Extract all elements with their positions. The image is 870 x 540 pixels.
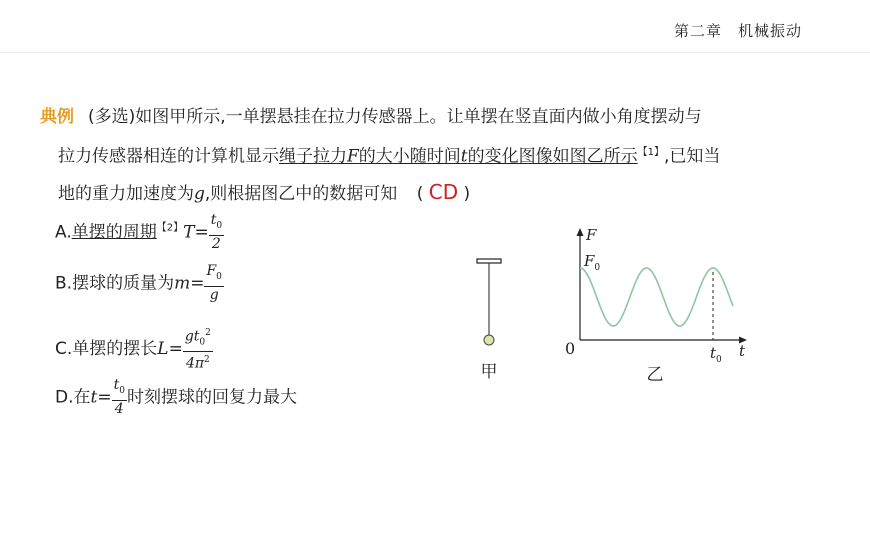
option-b-text: B.摆球的质量为 — [55, 273, 175, 294]
underline-a: 绳子拉力 — [279, 146, 347, 167]
x-mark-label: $t_0$ — [710, 344, 722, 365]
line2-post: ,已知当 — [664, 146, 721, 167]
option-c — [55, 325, 213, 373]
figure-b-label: 乙 — [646, 365, 664, 384]
example-tag: 典例 — [40, 107, 74, 127]
line3-post: ,则根据图乙中的数据可知 — [204, 183, 398, 204]
option-d-fraction — [112, 377, 127, 418]
header-divider — [0, 52, 870, 53]
option-b — [55, 263, 224, 304]
underlined-phrase — [279, 147, 638, 167]
line3-pre: 地的重力加速度为 — [58, 183, 194, 204]
underline-c: 的变化图像如图乙所示 — [467, 146, 638, 167]
chapter-header: 第二章 机械振动 — [673, 22, 802, 40]
option-d-post: 时刻摆球的回复力最大 — [126, 387, 297, 408]
note-marker-2: 【2】 — [156, 222, 184, 234]
option-d-numerator: t — [113, 377, 120, 393]
option-c-lhs: L= — [157, 339, 183, 360]
option-c-num-sub: 0 — [199, 337, 206, 348]
option-b-denominator: g — [209, 286, 219, 303]
y-axis-arrow — [577, 228, 584, 236]
option-a-text: 单摆的周期 — [71, 222, 157, 243]
x-axis-label: t — [739, 342, 746, 360]
question-line-1 — [40, 100, 820, 135]
paren-open: ( — [416, 183, 424, 204]
force-curve — [580, 268, 733, 326]
sensor-mount — [477, 259, 501, 263]
y-axis-label: F — [586, 226, 597, 244]
option-c-text: C.单摆的摆长 — [55, 339, 158, 360]
option-b-fraction — [204, 263, 223, 304]
option-c-den-sup: 2 — [204, 355, 210, 366]
y-mark-label: $F_0$ — [584, 252, 601, 273]
origin-label: 0 — [565, 339, 576, 358]
question-text — [40, 100, 820, 212]
option-a-lhs: T= — [183, 222, 209, 243]
underline-b: 的大小随时间 — [358, 146, 461, 167]
option-a-denominator: 2 — [211, 235, 221, 252]
option-b-lhs: m= — [174, 273, 205, 294]
question-line-1-text: (多选)如图甲所示,一单摆悬挂在拉力传感器上。让单摆在竖直面内做小角度摆动与 — [88, 107, 702, 127]
paren-close: ) — [463, 183, 471, 204]
symbol-g: g — [194, 183, 205, 204]
option-d-pre: D.在 — [55, 387, 91, 408]
symbol-F: F — [347, 146, 359, 167]
option-d-num-sub: 0 — [119, 385, 125, 396]
option-d — [55, 377, 297, 418]
pendulum-bob — [484, 335, 494, 345]
option-a — [55, 212, 224, 253]
option-d-lhs: t= — [90, 387, 112, 408]
option-c-numerator: gt — [184, 328, 200, 345]
force-time-graph — [555, 222, 755, 384]
option-a-fraction — [209, 212, 224, 253]
question-line-2 — [40, 135, 820, 175]
option-b-numerator: F — [206, 263, 217, 279]
line2-pre: 拉力传感器相连的计算机显示 — [58, 146, 279, 167]
option-a-prefix: A. — [55, 222, 72, 243]
symbol-t: t — [460, 146, 468, 167]
question-line-3 — [40, 175, 820, 212]
figure-a-label: 甲 — [480, 362, 498, 382]
option-a-num-sub: 0 — [216, 220, 223, 231]
option-d-denominator: 4 — [114, 400, 124, 417]
option-c-num-sup: 2 — [205, 328, 211, 338]
option-c-denominator: 4π — [185, 356, 205, 373]
option-b-num-sub: 0 — [216, 271, 222, 282]
answer: CD — [428, 179, 459, 204]
note-marker-1: 【1】 — [637, 147, 665, 158]
option-a-numerator: t — [210, 212, 217, 228]
option-c-fraction — [183, 325, 213, 373]
pendulum-figure — [465, 250, 515, 385]
